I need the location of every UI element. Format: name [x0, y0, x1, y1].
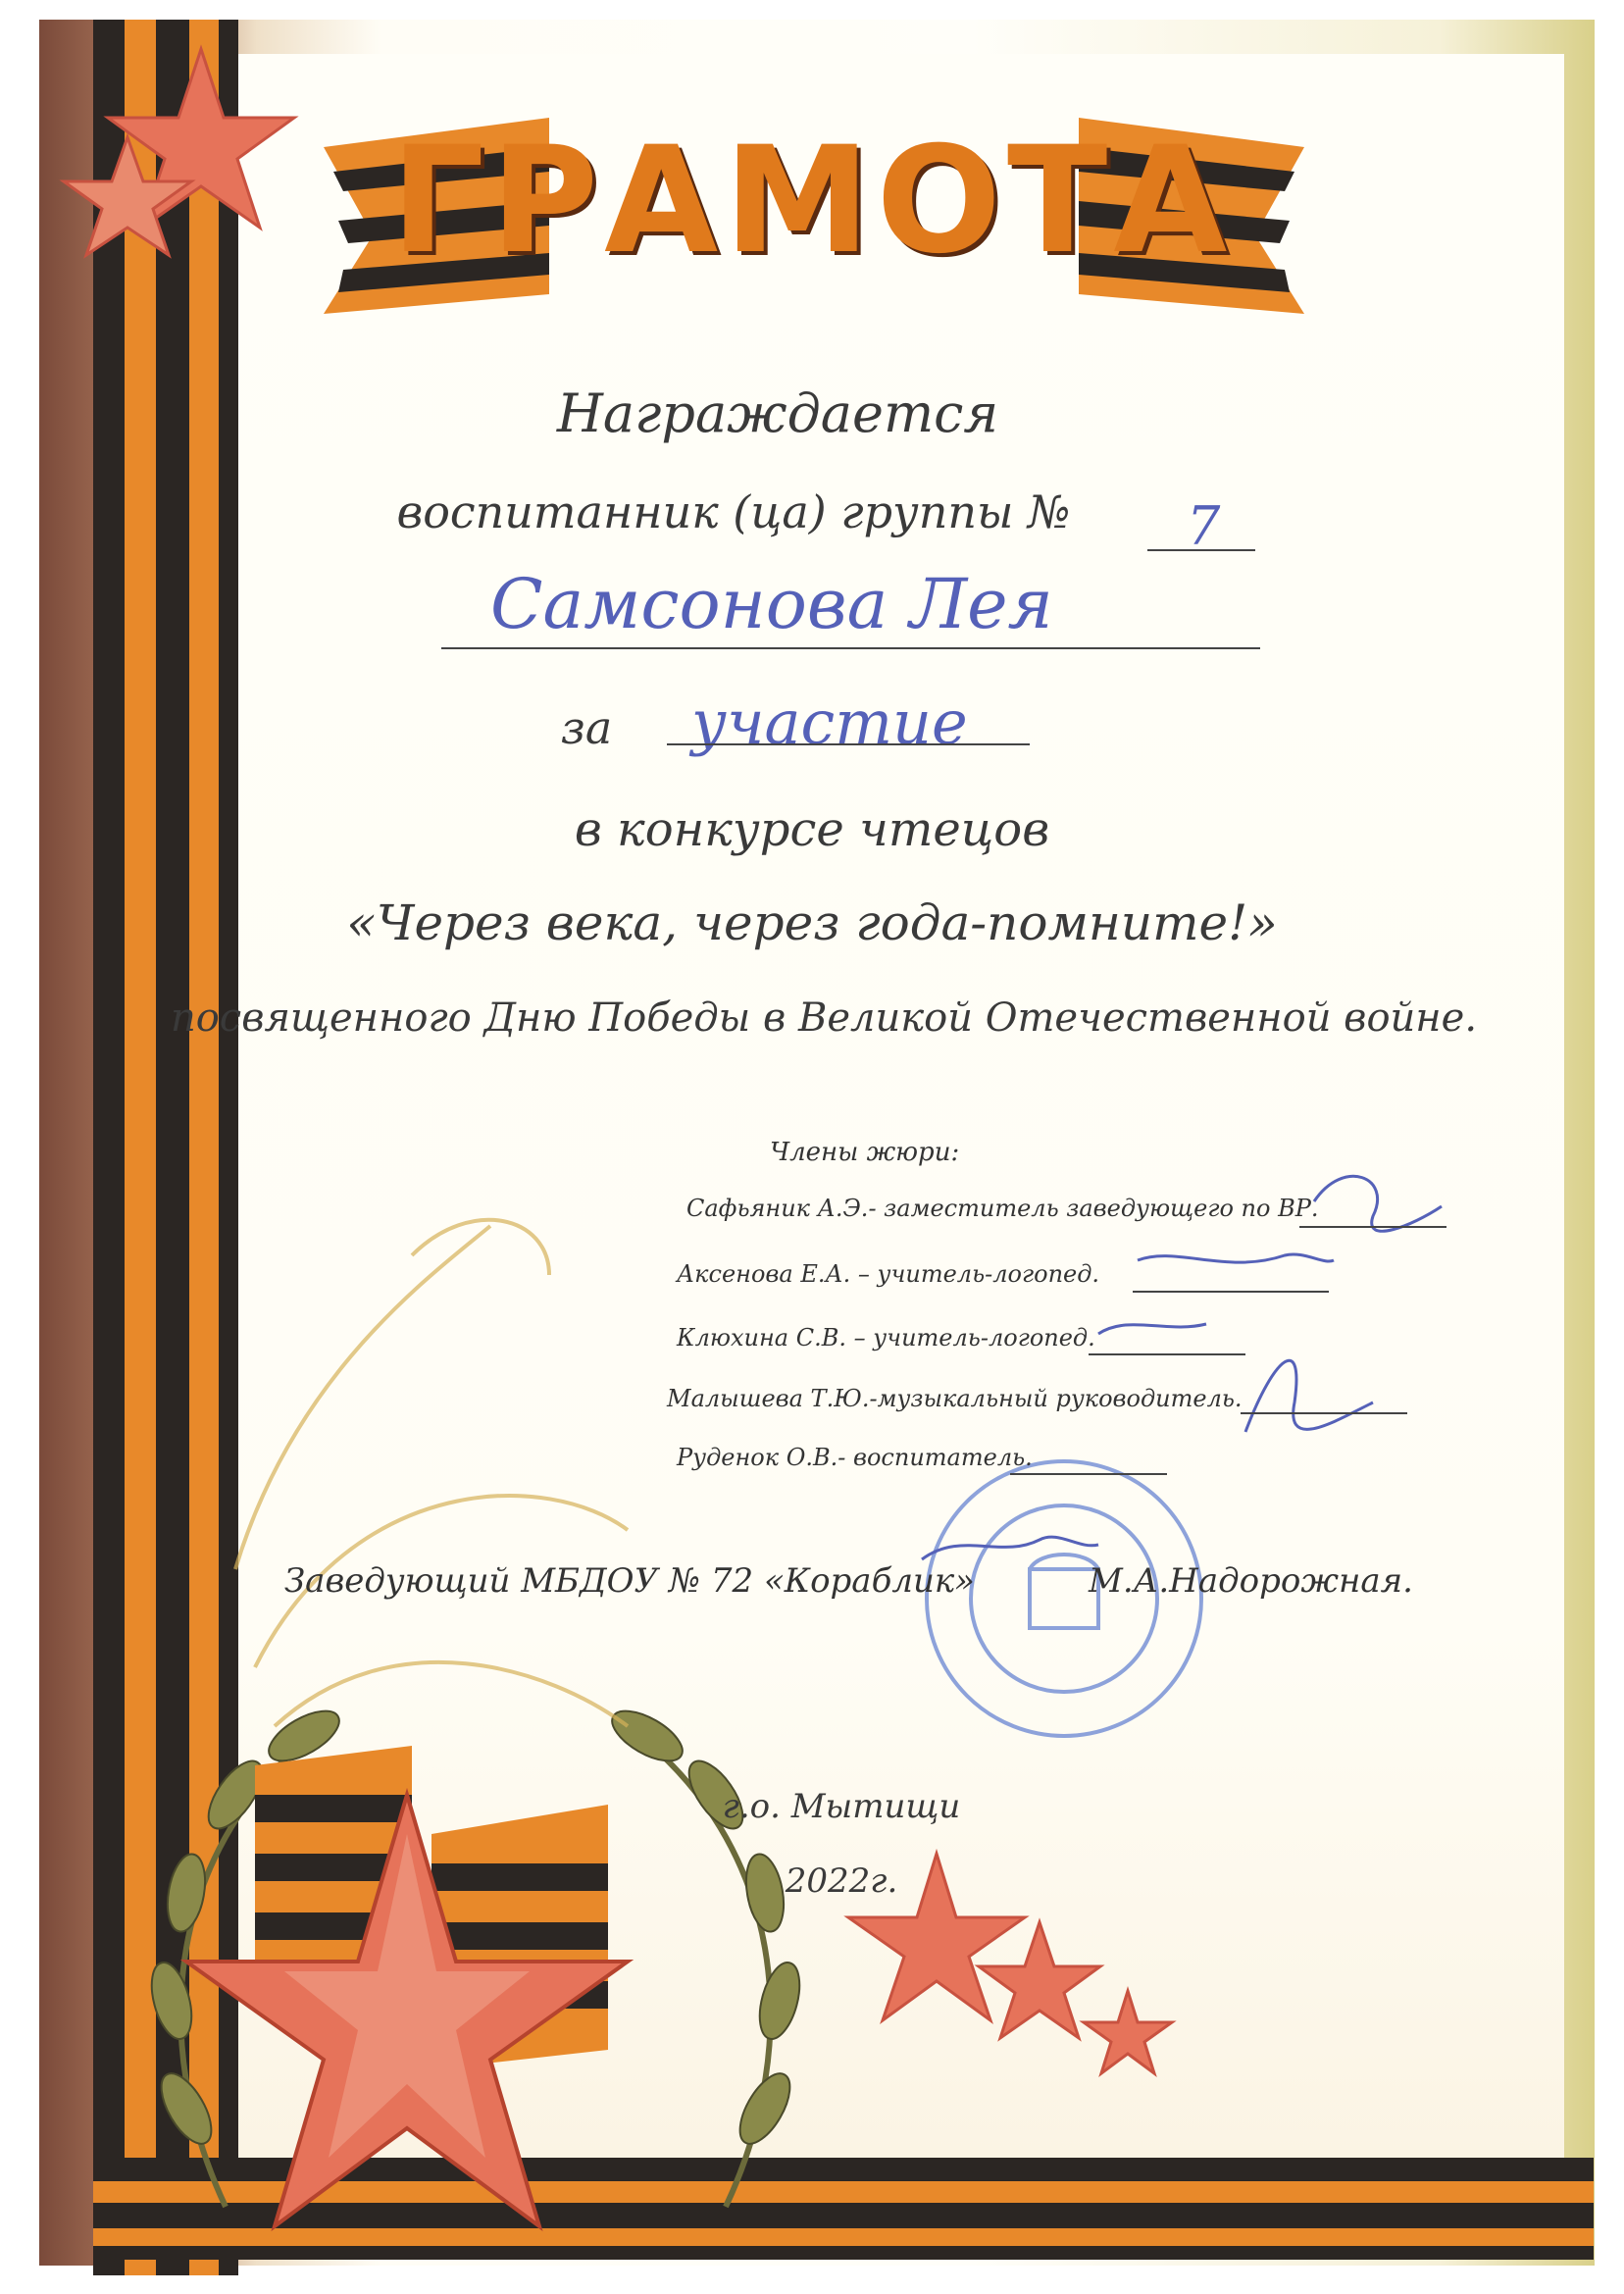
signature-line-1 — [1299, 1226, 1446, 1228]
jury-member-4: Малышева Т.Ю.-музыкальный руководитель. — [667, 1385, 1243, 1412]
jury-member-1: Сафьяник А.Э.- заместитель заведующего по ВР. — [686, 1195, 1319, 1222]
signature-line-4 — [1241, 1412, 1407, 1414]
footer-year: 2022г. — [785, 1861, 898, 1901]
jury-heading: Члены жюри: — [770, 1138, 960, 1167]
dedication-line: посвященного Дню Победы в Великой Отечественной войне. — [170, 995, 1478, 1041]
award-intro: Награждается — [556, 382, 999, 444]
director-name: М.А.Надорожная. — [1089, 1561, 1413, 1601]
footer-city: г.о. Мытищи — [722, 1787, 961, 1826]
contest-title: «Через века, через года-помните!» — [346, 894, 1278, 951]
pupil-label: воспитанник (ца) группы № — [396, 485, 1071, 538]
page-title: ГРАМОТА — [390, 116, 1234, 286]
jury-member-2: Аксенова Е.А. – учитель-логопед. — [677, 1260, 1100, 1288]
jury-member-3: Клюхина С.В. – учитель-логопед. — [677, 1324, 1095, 1351]
signature-line-2 — [1133, 1291, 1329, 1293]
director-label: Заведующий МБДОУ № 72 «Кораблик» — [284, 1561, 975, 1601]
pupil-name: Самсонова Лея — [490, 564, 1053, 644]
signature-line-5 — [1010, 1473, 1167, 1475]
pupil-name-underline — [441, 647, 1260, 649]
group-number-underline — [1147, 549, 1255, 551]
signature-line-3 — [1089, 1353, 1245, 1355]
golden-swirl-decoration — [235, 1220, 628, 1726]
for-value: участие — [691, 687, 968, 758]
contest-line: в конкурсе чтецов — [574, 802, 1050, 857]
signatures — [922, 1176, 1442, 1559]
for-value-underline — [667, 743, 1030, 745]
group-number: 7 — [1187, 495, 1221, 557]
for-label: за — [560, 701, 613, 754]
jury-member-5: Руденок О.В.- воспитатель. — [677, 1444, 1033, 1471]
left-ribbon — [93, 20, 238, 2275]
pupil-label-line — [0, 485, 1546, 538]
